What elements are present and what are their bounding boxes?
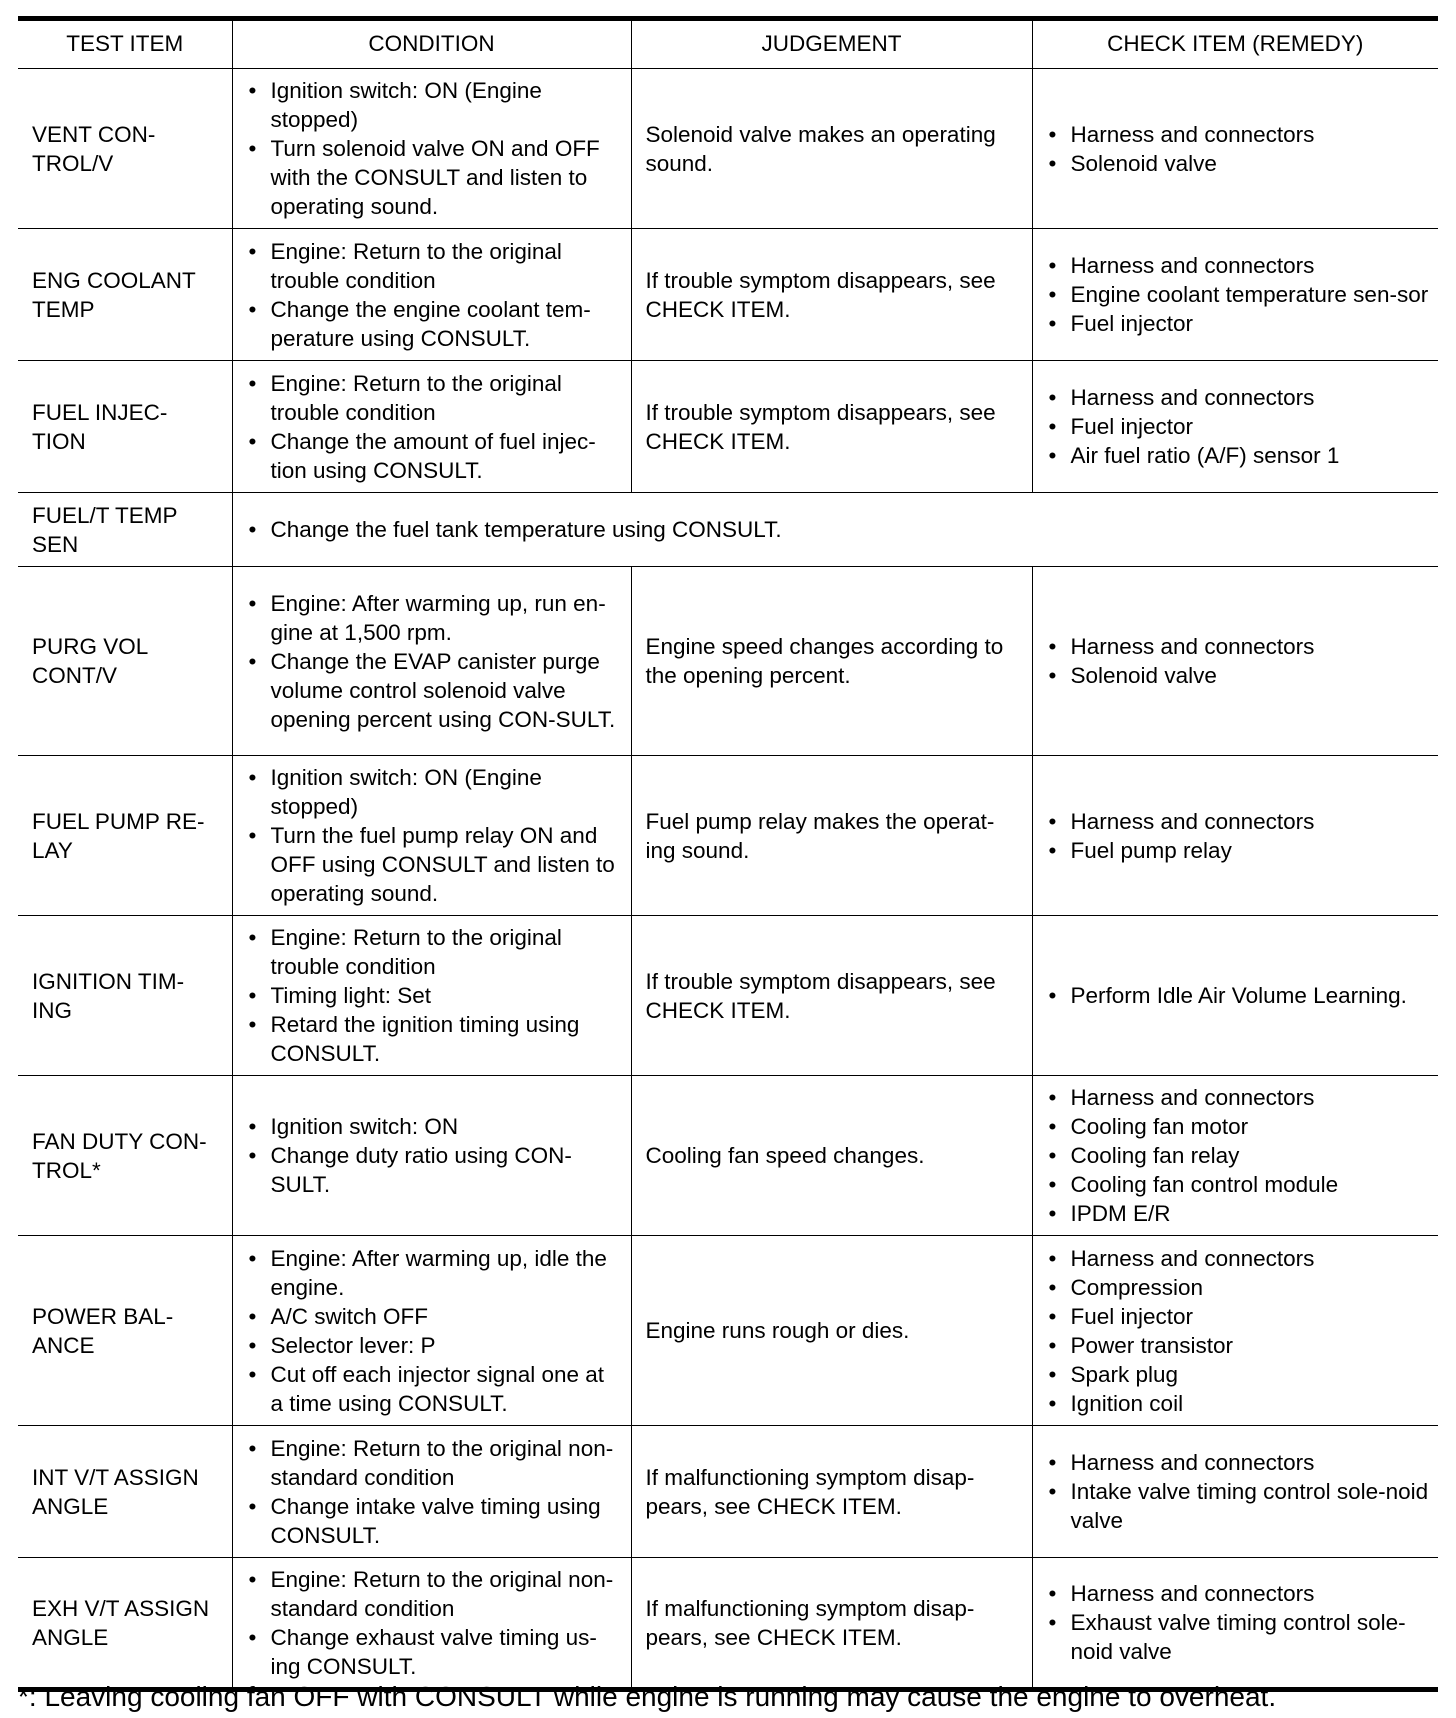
condition-item: • Change the EVAP canister purge volume control solenoid valve opening percent using CON-SULT. [241,647,623,734]
check-item-list [1041,1579,1431,1666]
table-row [18,229,1438,361]
check-item-cell [1032,1236,1438,1426]
test-item-label: FUEL INJEC- TION [32,399,168,454]
test-item-cell [18,493,232,567]
check-item: • Perform Idle Air Volume Learning. [1041,981,1431,1010]
condition-item: • Ignition switch: ON [241,1112,623,1141]
condition-list [241,76,623,221]
check-item: • Compression [1041,1273,1431,1302]
condition-item: • Ignition switch: ON (Engine stopped) [241,763,623,821]
condition-item: • Engine: After warming up, run en-gine at 1,500 rpm. [241,589,623,647]
condition-cell [232,1426,631,1558]
check-item-cell [1032,1076,1438,1236]
judgement-cell: Cooling fan speed changes. [631,1076,1032,1236]
test-item-label: INT V/T ASSIGN ANGLE [32,1464,199,1519]
test-item-cell [18,361,232,493]
table-row [18,1558,1438,1690]
active-test-table-container [18,16,1438,1692]
check-item: • Air fuel ratio (A/F) sensor 1 [1041,441,1431,470]
test-item-label: FUEL PUMP RE- LAY [32,808,205,863]
test-item-cell [18,69,232,229]
judgement-cell: Engine speed changes according to the opening percent. [631,567,1032,756]
check-item-cell [1032,1426,1438,1558]
table-body [18,69,1438,1690]
check-item-list [1041,807,1431,865]
test-item-cell [18,1236,232,1426]
condition-item: • Engine: Return to the original non-standard condition [241,1565,623,1623]
check-item: • Harness and connectors [1041,632,1431,661]
check-item: • Fuel injector [1041,1302,1431,1331]
condition-cell [232,916,631,1076]
check-item-cell [1032,69,1438,229]
test-item-cell [18,1076,232,1236]
condition-item: • Retard the ignition timing using CONSULT. [241,1010,623,1068]
condition-item: • Ignition switch: ON (Engine stopped) [241,76,623,134]
test-item-label: POWER BAL- ANCE [32,1303,174,1358]
check-item: • Harness and connectors [1041,1448,1431,1477]
table-row [18,1236,1438,1426]
condition-item: • Change the engine coolant tem-perature using CONSULT. [241,295,623,353]
table-row [18,493,1438,567]
condition-item: • Change intake valve timing using CONSULT. [241,1492,623,1550]
judgement-cell: If malfunctioning symptom disap-pears, see CHECK ITEM. [631,1426,1032,1558]
condition-item: • Change the amount of fuel injec-tion using CONSULT. [241,427,623,485]
table-header [18,19,1438,69]
condition-cell [232,1558,631,1690]
judgement-cell: Solenoid valve makes an operating sound. [631,69,1032,229]
check-item-cell [1032,916,1438,1076]
condition-cell [232,756,631,916]
check-item: • Harness and connectors [1041,1579,1431,1608]
check-item: • Solenoid valve [1041,661,1431,690]
header-test-item: TEST ITEM [18,19,232,69]
check-item: • Intake valve timing control sole-noid valve [1041,1477,1431,1535]
table-row [18,361,1438,493]
condition-item: • Timing light: Set [241,981,623,1010]
condition-list [241,515,1431,544]
condition-item: • Selector lever: P [241,1331,623,1360]
table-row [18,1076,1438,1236]
condition-cell [232,229,631,361]
check-item-cell [1032,229,1438,361]
condition-item: • Engine: Return to the original non-standard condition [241,1434,623,1492]
table-row [18,1426,1438,1558]
test-item-label: EXH V/T ASSIGN ANGLE [32,1595,210,1650]
condition-item: • Change the fuel tank temperature using CONSULT. [241,515,1431,544]
check-item: • Fuel injector [1041,309,1431,338]
test-item-label: PURG VOL CONT/V [32,634,149,688]
test-item-cell [18,916,232,1076]
condition-cell [232,69,631,229]
condition-item: • Change duty ratio using CON-SULT. [241,1141,623,1199]
footnote: *: Leaving cooling fan OFF with CONSULT while engine is running may cause the engine to overheat. [18,1681,1277,1712]
judgement-cell: If trouble symptom disappears, see CHECK ITEM. [631,361,1032,493]
test-item-cell [18,756,232,916]
test-item-label: ENG COOLANT TEMP [32,267,196,322]
condition-item: • Engine: Return to the original trouble condition [241,237,623,295]
check-item-list [1041,1448,1431,1535]
check-item: • Engine coolant temperature sen-sor [1041,280,1431,309]
check-item-list [1041,981,1431,1010]
condition-item: • A/C switch OFF [241,1302,623,1331]
test-item-label: VENT CON- TROL/V [32,121,156,176]
check-item: • Harness and connectors [1041,120,1431,149]
table-row [18,567,1438,756]
check-item-list [1041,1244,1431,1418]
condition-list [241,369,623,485]
condition-list [241,589,623,734]
check-item: • Harness and connectors [1041,251,1431,280]
judgement-cell: If trouble symptom disappears, see CHECK ITEM. [631,916,1032,1076]
test-item-cell [18,1426,232,1558]
check-item: • Harness and connectors [1041,1244,1431,1273]
condition-list [241,1434,623,1550]
check-item: • Solenoid valve [1041,149,1431,178]
test-item-cell [18,567,232,756]
table-row [18,69,1438,229]
condition-list [241,1112,623,1199]
check-item: • Exhaust valve timing control sole-noid valve [1041,1608,1431,1666]
condition-cell [232,1236,631,1426]
check-item-list [1041,251,1431,338]
check-item-cell [1032,567,1438,756]
condition-list [241,923,623,1068]
active-test-table [18,16,1438,1692]
condition-item: • Cut off each injector signal one at a time using CONSULT. [241,1360,623,1418]
test-item-cell [18,229,232,361]
test-item-label: FAN DUTY CON- TROL* [32,1128,207,1183]
table-row [18,756,1438,916]
condition-cell [232,1076,631,1236]
check-item: • Cooling fan control module [1041,1170,1431,1199]
check-item-cell [1032,361,1438,493]
check-item-cell [1032,1558,1438,1690]
condition-item: • Change exhaust valve timing us-ing CONSULT. [241,1623,623,1681]
header-row [18,19,1438,69]
check-item-cell [1032,756,1438,916]
check-item: • Cooling fan relay [1041,1141,1431,1170]
check-item-list [1041,1083,1431,1228]
test-item-cell [18,1558,232,1690]
check-item: • Power transistor [1041,1331,1431,1360]
check-item: • Fuel injector [1041,412,1431,441]
condition-item: • Engine: After warming up, idle the engine. [241,1244,623,1302]
check-item: • Ignition coil [1041,1389,1431,1418]
header-judgement: JUDGEMENT [631,19,1032,69]
condition-cell [232,567,631,756]
check-item: • Fuel pump relay [1041,836,1431,865]
test-item-label: FUEL/T TEMP SEN [32,502,178,557]
condition-list [241,1565,623,1681]
condition-item: • Engine: Return to the original trouble condition [241,369,623,427]
check-item: • Spark plug [1041,1360,1431,1389]
check-item: • Harness and connectors [1041,807,1431,836]
condition-list [241,763,623,908]
check-item-list [1041,383,1431,470]
judgement-cell: If trouble symptom disappears, see CHECK ITEM. [631,229,1032,361]
check-item-list [1041,632,1431,690]
judgement-cell: Engine runs rough or dies. [631,1236,1032,1426]
condition-list [241,1244,623,1418]
condition-cell [232,361,631,493]
condition-cell [232,493,1438,567]
condition-list [241,237,623,353]
header-check-item: CHECK ITEM (REMEDY) [1032,19,1438,69]
check-item: • IPDM E/R [1041,1199,1431,1228]
check-item: • Harness and connectors [1041,383,1431,412]
check-item: • Cooling fan motor [1041,1112,1431,1141]
condition-item: • Turn the fuel pump relay ON and OFF using CONSULT and listen to operating sound. [241,821,623,908]
check-item: • Harness and connectors [1041,1083,1431,1112]
table-row [18,916,1438,1076]
judgement-cell: Fuel pump relay makes the operat-ing sound. [631,756,1032,916]
test-item-label: IGNITION TIM- ING [32,968,185,1023]
condition-item: • Engine: Return to the original trouble condition [241,923,623,981]
judgement-cell: If malfunctioning symptom disap-pears, see CHECK ITEM. [631,1558,1032,1690]
header-condition: CONDITION [232,19,631,69]
check-item-list [1041,120,1431,178]
condition-item: • Turn solenoid valve ON and OFF with the CONSULT and listen to operating sound. [241,134,623,221]
